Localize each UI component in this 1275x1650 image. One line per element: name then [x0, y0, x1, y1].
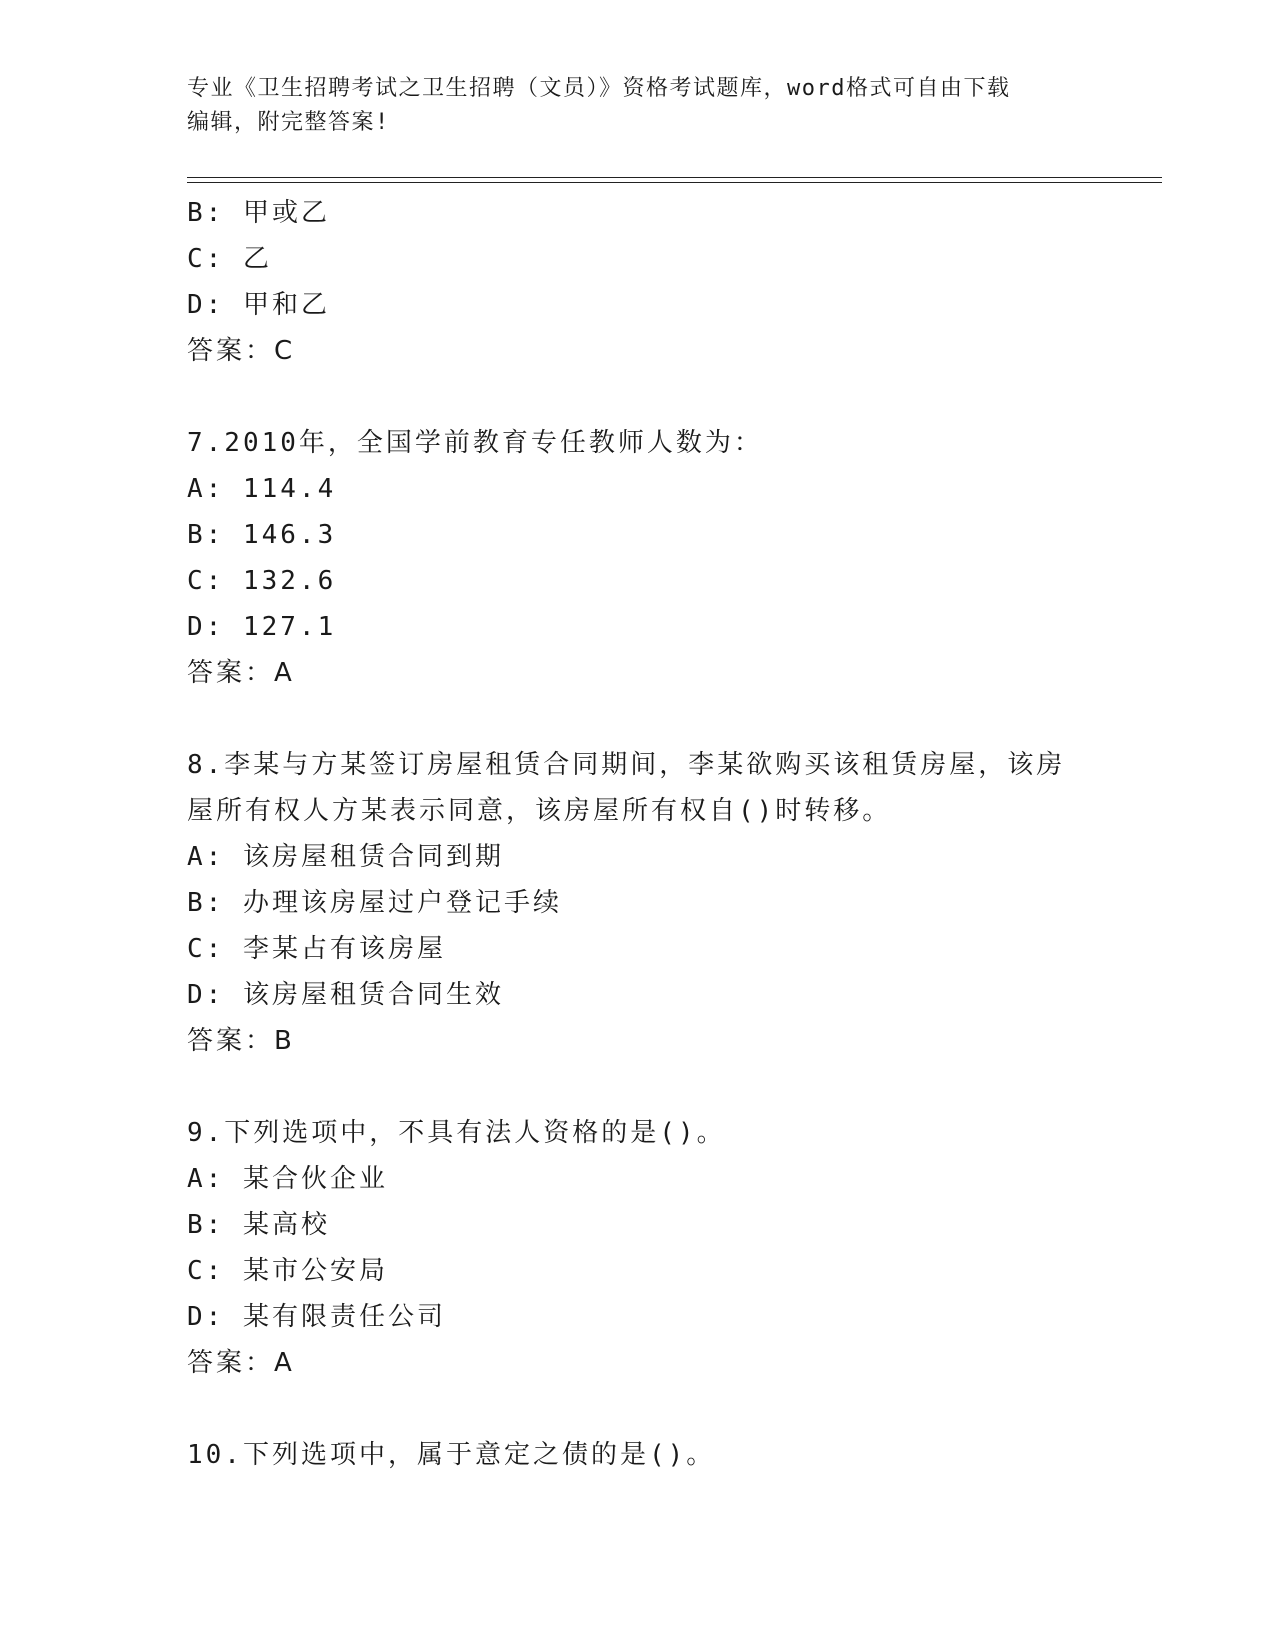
option-b: B: 办理该房屋过户登记手续 [187, 888, 562, 918]
option-a: A: 114.4 [187, 474, 337, 504]
question-text: 10.下列选项中，属于意定之债的是()。 [187, 1440, 716, 1470]
option-a: A: 该房屋租赁合同到期 [187, 842, 504, 872]
option-d: D: 该房屋租赁合同生效 [187, 980, 504, 1010]
answer: 答案：C [187, 336, 296, 366]
question-text-line-2: 屋所有权人方某表示同意，该房屋所有权自()时转移。 [187, 796, 892, 826]
question-text: 7.2010年，全国学前教育专任教师人数为： [187, 428, 763, 458]
document-header [187, 72, 1087, 140]
option-b: B: 甲或乙 [187, 198, 330, 228]
document-body [187, 190, 1087, 1478]
question-9 [187, 1110, 1087, 1386]
option-a: A: 某合伙企业 [187, 1164, 388, 1194]
option-c: C: 132.6 [187, 566, 337, 596]
header-line-1: 专业《卫生招聘考试之卫生招聘（文员）》资格考试题库，word格式可自由下载 [187, 76, 1011, 101]
option-c: C: 某市公安局 [187, 1256, 388, 1286]
header-rule-bottom [187, 182, 1162, 183]
answer: 答案：A [187, 658, 295, 688]
option-d: D: 127.1 [187, 612, 337, 642]
answer: 答案：B [187, 1026, 295, 1056]
question-7 [187, 420, 1087, 696]
question-8 [187, 742, 1087, 1064]
question-10 [187, 1432, 1087, 1478]
option-d: D: 某有限责任公司 [187, 1302, 446, 1332]
question-text: 9.下列选项中，不具有法人资格的是()。 [187, 1118, 726, 1148]
option-b: B: 某高校 [187, 1210, 330, 1240]
header-rule-top [187, 177, 1162, 178]
option-b: B: 146.3 [187, 520, 337, 550]
answer: 答案：A [187, 1348, 295, 1378]
option-c: C: 乙 [187, 244, 272, 274]
option-d: D: 甲和乙 [187, 290, 330, 320]
question-6-continued [187, 190, 1087, 374]
question-text-line-1: 8.李某与方某签订房屋租赁合同期间，李某欲购买该租赁房屋，该房 [187, 750, 1066, 780]
header-line-2: 编辑，附完整答案! [187, 110, 390, 135]
option-c: C: 李某占有该房屋 [187, 934, 446, 964]
